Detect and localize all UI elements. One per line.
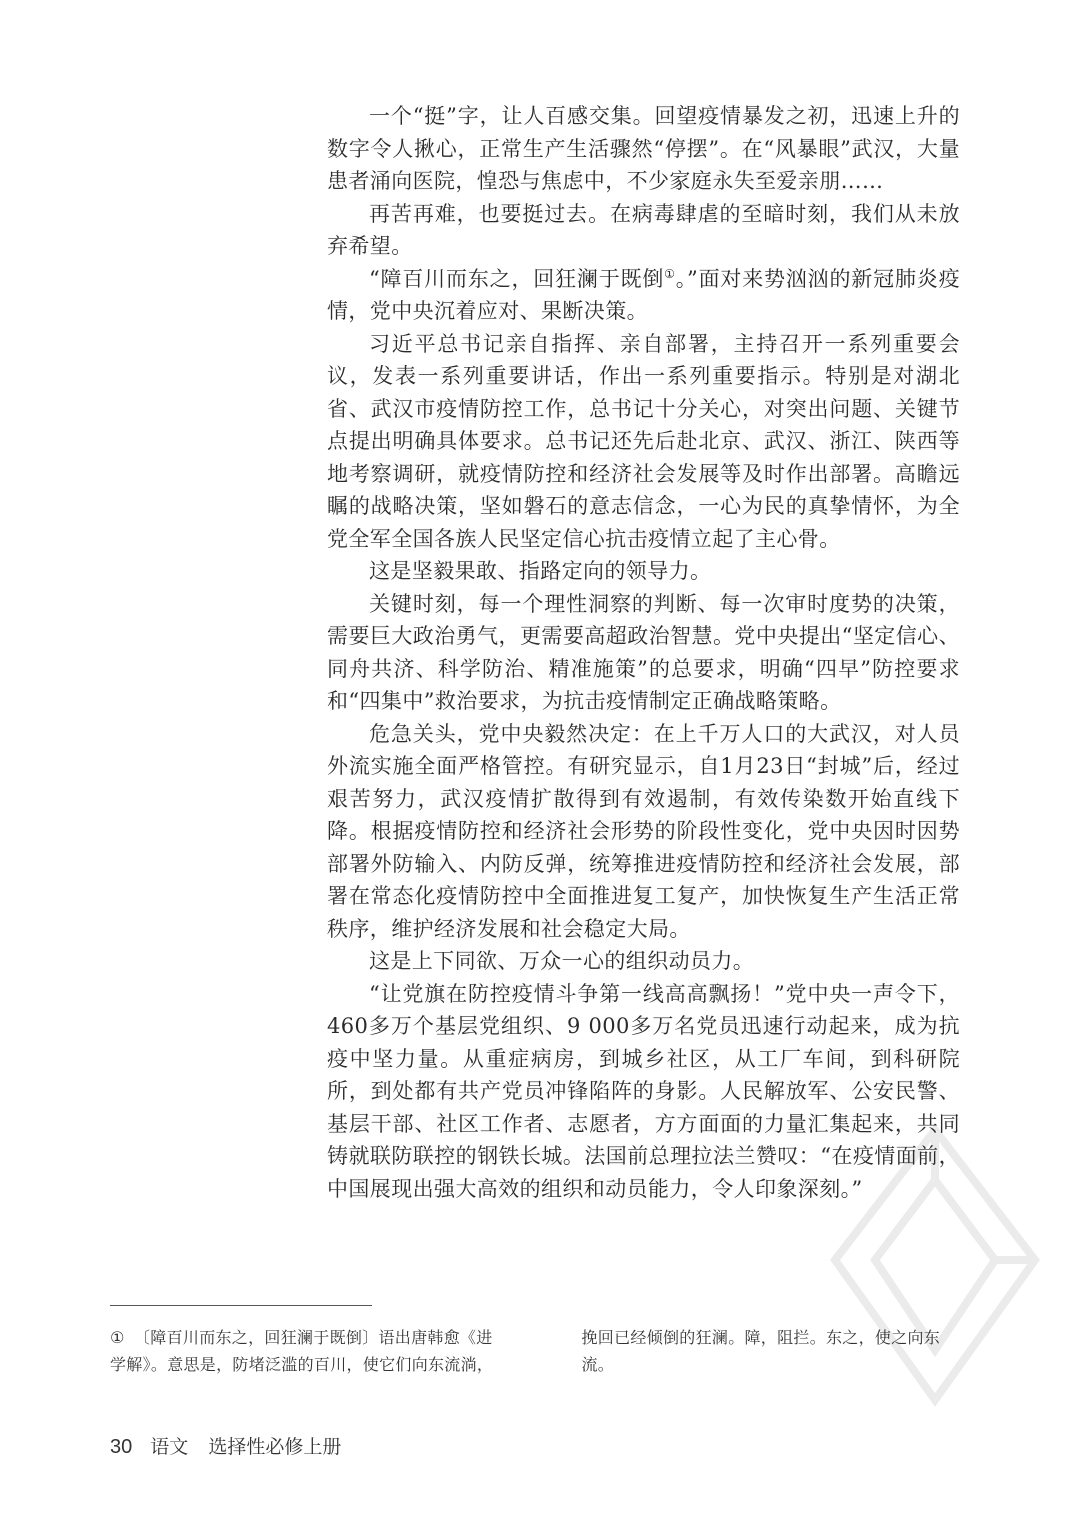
paragraph-4: 这是坚毅果敢、指路定向的领导力。 xyxy=(369,559,712,583)
quote-continuation: 。”面对来势汹汹的新冠肺炎疫情，党中央沉着应对、果断决策。 xyxy=(327,266,960,323)
subject-label: 语文 xyxy=(150,1436,189,1458)
quote-text: “障百川而东之，回狂澜于既倒 xyxy=(369,266,665,291)
paragraph-quote xyxy=(327,263,960,328)
paragraph-5: 关键时刻，每一个理性洞察的判断、每一次审时度势的决策，需要巨大政治勇气，更需要高超政治智慧。党中央提出“坚定信心、同舟共济、科学防治、精准施策”的总要求，明确“四早”防控要求和“四集中”救治要求，为抗击疫情制定正确战略策略。 xyxy=(327,591,960,713)
paragraph-3: 习近平总书记亲自指挥、亲自部署，主持召开一系列重要会议，发表一系列重要讲话，作出一系列重要指示。特别是对湖北省、武汉市疫情防控工作，总书记十分关心，对突出问题、关键节点提出明确具体要求。总书记还先后赴北京、武汉、浙江、陕西等地考察调研，就疫情防控和经济社会发展等及时作出部署。高瞻远瞩的战略决策，坚如磐石的意志信念，一心为民的真挚情怀，为全党全军全国各族人民坚定信心抗击疫情立起了主心骨。 xyxy=(327,331,960,551)
paragraph-2: 再苦再难，也要挺过去。在病毒肆虐的至暗时刻，我们从未放弃希望。 xyxy=(327,201,960,258)
footnote-reference[interactable]: ① xyxy=(664,266,676,281)
footnote xyxy=(110,1324,965,1380)
paragraph-6: 危急关头，党中央毅然决定：在上千万人口的大武汉，对人员外流实施全面严格管控。有研究显示，自1月23日“封城”后，经过艰苦努力，武汉疫情扩散得到有效遏制，有效传染数开始直线下降。根据疫情防控和经济社会形势的阶段性变化，党中央因时因势部署外防输入、内防反弹，统筹推进疫情防控和经济社会发展，部署在常态化疫情防控中全面推进复工复产，加快恢复生产生活正常秩序，维护经济发展和社会稳定大局。 xyxy=(327,721,960,941)
footnote-text: 〔障百川而东之，回狂澜于既倒〕语出唐韩愈《进学解》。意思是，防堵泛滥的百川，使它们向东流淌，挽回已经倾倒的狂澜。障，阻拦。东之，使之向东流。 xyxy=(110,1328,941,1374)
paragraph-1: 一个“挺”字，让人百感交集。回望疫情暴发之初，迅速上升的数字令人揪心，正常生产生活骤然“停摆”。在“风暴眼”武汉，大量患者涌向医院，惶恐与焦虑中，不少家庭永失至爱亲朋…… xyxy=(327,104,960,193)
footnote-divider xyxy=(110,1305,372,1306)
page-footer xyxy=(110,1432,341,1459)
page-number: 30 xyxy=(110,1436,133,1458)
paragraph-7: 这是上下同欲、万众一心的组织动员力。 xyxy=(369,949,755,973)
body-text xyxy=(327,100,960,1205)
footnote-number: ① xyxy=(110,1328,125,1347)
paragraph-8: “让党旗在防控疫情斗争第一线高高飘扬！”党中央一声令下，460多万个基层党组织、9 000多万名党员迅速行动起来，成为抗疫中坚力量。从重症病房，到城乡社区，从工厂车间，到科研院所，到处都有共产党员冲锋陷阵的身影。人民解放军、公安民警、基层干部、社区工作者、志愿者，方方面面的力量汇集起来，共同铸就联防联控的钢铁长城。法国前总理拉法兰赞叹：“在疫情面前，中国展现出强大高效的组织和动员能力，令人印象深刻。” xyxy=(327,981,960,1201)
book-title: 选择性必修上册 xyxy=(208,1436,342,1458)
